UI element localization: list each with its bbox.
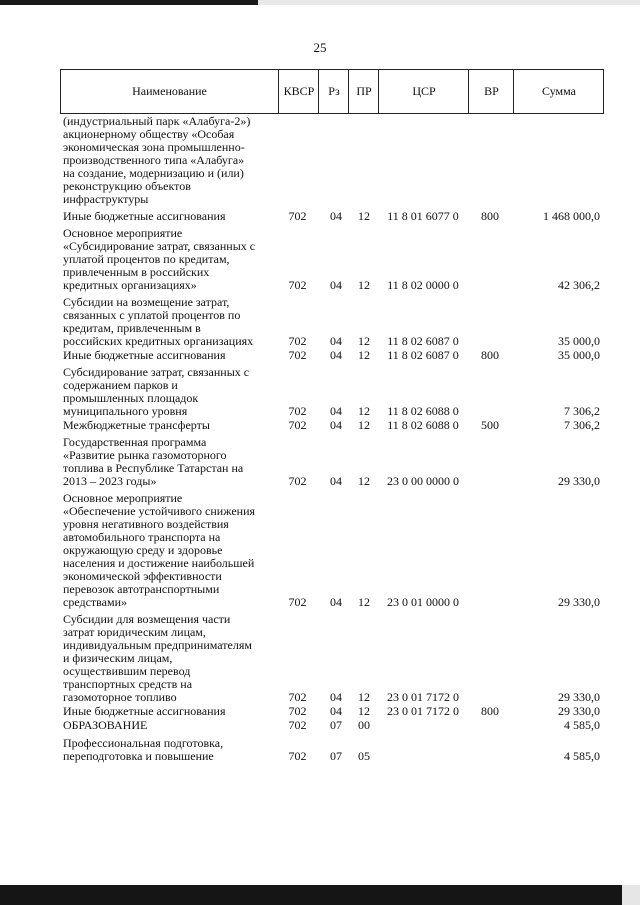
row-name: Профессиональная подготовка, переподготовка и повышение <box>63 736 224 763</box>
table-row <box>60 419 604 432</box>
row-csr: 11 8 02 0000 0 <box>387 278 459 292</box>
row-vr: 500 <box>481 418 499 432</box>
row-csr: 11 8 02 6087 0 <box>387 348 459 362</box>
table-row <box>60 719 604 732</box>
row-pr: 12 <box>358 690 370 704</box>
row-name: Основное мероприятие «Обеспечение устойчивого снижения уровня негативного воздействия автомобильного транспорта на окружающую среду и здоровье населения и достижение наибольшей экономической эффективности перевозок автотранспортными средствами» <box>63 491 256 609</box>
table-row <box>60 737 604 763</box>
row-sum: 29 330,0 <box>558 474 600 488</box>
table-header <box>60 69 604 114</box>
table-body <box>60 115 604 763</box>
row-name: Субсидии для возмещения части затрат юридическим лицам, индивидуальным предпринимателям и физическим лицам, осуществившим перевод транспортных средств на газомоторное топливо <box>63 612 252 704</box>
page-number: 25 <box>313 40 327 55</box>
row-rz: 04 <box>330 209 342 223</box>
header-name: Наименование <box>132 84 207 98</box>
table-row <box>60 349 604 362</box>
row-sum: 29 330,0 <box>558 690 600 704</box>
row-name: Иные бюджетные ассигнования <box>63 348 226 362</box>
row-rz: 04 <box>330 418 342 432</box>
table-row <box>60 210 604 223</box>
row-sum: 29 330,0 <box>558 595 600 609</box>
row-sum: 7 306,2 <box>564 418 600 432</box>
row-rz: 07 <box>330 749 342 763</box>
row-csr: 23 0 01 0000 0 <box>387 595 459 609</box>
row-csr: 11 8 02 6087 0 <box>387 334 459 348</box>
row-pr: 12 <box>358 704 370 718</box>
row-rz: 04 <box>330 704 342 718</box>
row-rz: 04 <box>330 348 342 362</box>
header-csr: ЦСР <box>378 70 469 113</box>
row-pr: 12 <box>358 418 370 432</box>
row-sum: 7 306,2 <box>564 404 600 418</box>
row-rz: 04 <box>330 404 342 418</box>
row-pr: 12 <box>358 278 370 292</box>
table-row <box>60 296 604 348</box>
table-row <box>60 492 604 609</box>
row-pr: 05 <box>358 749 370 763</box>
row-sum: 4 585,0 <box>564 718 600 732</box>
row-pr: 12 <box>358 404 370 418</box>
header-vr: ВР <box>468 70 514 113</box>
row-kvsr: 702 <box>288 348 307 362</box>
row-rz: 04 <box>330 278 342 292</box>
row-csr: 23 0 01 7172 0 <box>387 690 459 704</box>
row-name: Государственная программа «Развитие рынка газомоторного топлива в Республике Татарстан на 2013 – 2023 годы» <box>63 435 244 488</box>
scan-top-edge <box>0 0 640 5</box>
row-kvsr: 702 <box>288 418 307 432</box>
row-pr: 12 <box>358 348 370 362</box>
row-rz: 07 <box>330 718 342 732</box>
row-csr: 11 8 02 6088 0 <box>387 418 459 432</box>
row-name: Иные бюджетные ассигнования <box>63 209 226 223</box>
header-kvsr: КВСР <box>278 70 319 113</box>
row-csr: 11 8 01 6077 0 <box>387 209 459 223</box>
row-name: Основное мероприятие «Субсидирование затрат, связанных с уплатой процентов по кредитам, привлеченным в российских кредитных организациях» <box>63 226 256 292</box>
row-kvsr: 702 <box>288 278 307 292</box>
row-name: Субсидирование затрат, связанных с содержанием парков и промышленных площадок муниципального уровня <box>63 365 250 418</box>
table-row <box>60 436 604 488</box>
row-kvsr: 702 <box>288 595 307 609</box>
scan-bottom-mark <box>0 885 622 905</box>
row-pr: 12 <box>358 595 370 609</box>
row-sum: 35 000,0 <box>558 348 600 362</box>
row-kvsr: 702 <box>288 690 307 704</box>
table-row <box>60 613 604 704</box>
row-pr: 12 <box>358 474 370 488</box>
scan-top-mark <box>0 0 258 5</box>
row-vr: 800 <box>481 348 499 362</box>
row-kvsr: 702 <box>288 704 307 718</box>
row-kvsr: 702 <box>288 749 307 763</box>
row-sum: 35 000,0 <box>558 334 600 348</box>
row-sum: 4 585,0 <box>564 749 600 763</box>
header-pr: ПР <box>348 70 379 113</box>
row-csr: 11 8 02 6088 0 <box>387 404 459 418</box>
row-rz: 04 <box>330 334 342 348</box>
row-sum: 1 468 000,0 <box>543 209 600 223</box>
row-csr: 23 0 00 0000 0 <box>387 474 459 488</box>
row-rz: 04 <box>330 690 342 704</box>
header-rz: Рз <box>318 70 349 113</box>
row-csr: 23 0 01 7172 0 <box>387 704 459 718</box>
row-name: Межбюджетные трансферты <box>63 418 210 432</box>
row-rz: 04 <box>330 595 342 609</box>
row-pr: 12 <box>358 334 370 348</box>
row-pr: 00 <box>358 718 370 732</box>
table-row <box>60 115 604 206</box>
row-pr: 12 <box>358 209 370 223</box>
row-kvsr: 702 <box>288 209 307 223</box>
row-kvsr: 702 <box>288 334 307 348</box>
row-name: (индустриальный парк «Алабуга-2») акционерному обществу «Особая экономическая зона промышленно- производственного типа «Алабуга» на создание, модернизацию и (или) реконструкцию объектов инфраструктуры <box>63 114 251 206</box>
row-kvsr: 702 <box>288 718 307 732</box>
row-name: ОБРАЗОВАНИЕ <box>63 718 148 732</box>
budget-table <box>60 69 604 763</box>
table-row <box>60 227 604 292</box>
row-vr: 800 <box>481 209 499 223</box>
row-sum: 42 306,2 <box>558 278 600 292</box>
scan-bottom-edge <box>0 885 640 905</box>
row-sum: 29 330,0 <box>558 704 600 718</box>
row-kvsr: 702 <box>288 404 307 418</box>
header-sum: Сумма <box>513 70 604 113</box>
row-rz: 04 <box>330 474 342 488</box>
table-row <box>60 366 604 418</box>
row-name: Иные бюджетные ассигнования <box>63 704 226 718</box>
row-kvsr: 702 <box>288 474 307 488</box>
row-vr: 800 <box>481 704 499 718</box>
table-row <box>60 705 604 718</box>
row-name: Субсидии на возмещение затрат, связанных с уплатой процентов по кредитам, привлеченным в российских кредитных организациях <box>63 295 254 348</box>
